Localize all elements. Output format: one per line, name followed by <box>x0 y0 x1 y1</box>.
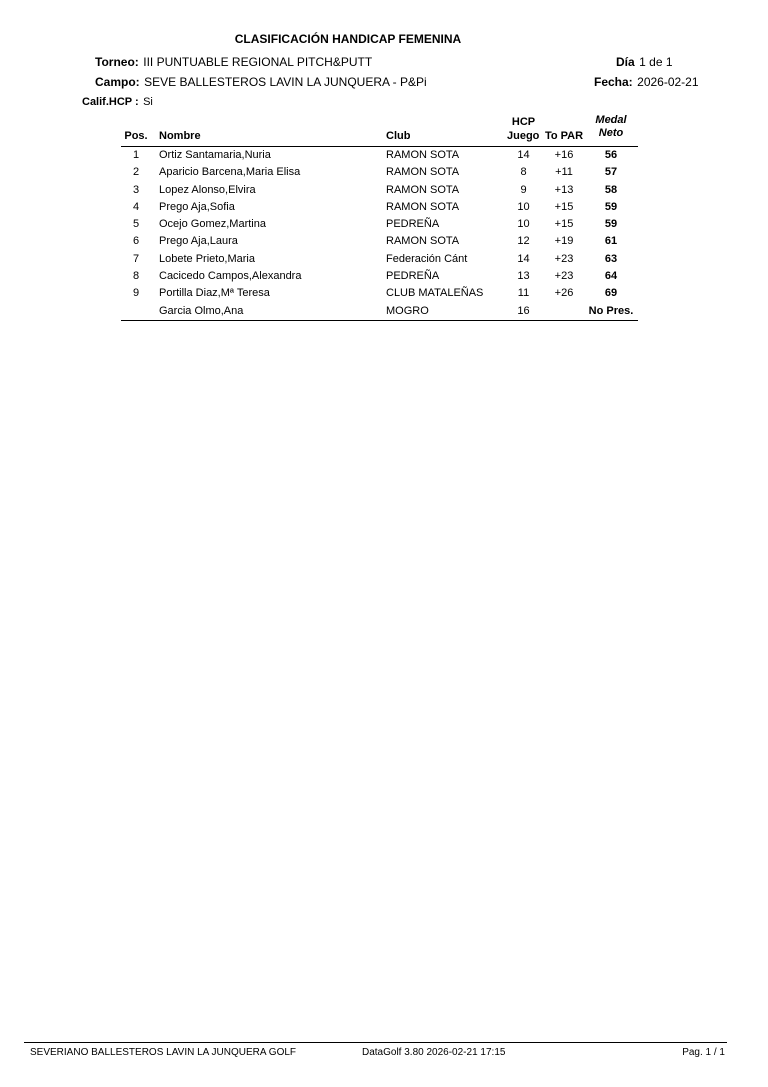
club-cell: RAMON SOTA <box>386 149 460 161</box>
dia-label: Día <box>616 55 635 69</box>
to-par-cell: +19 <box>554 235 574 248</box>
neto-cell: 59 <box>604 200 618 213</box>
hcp-cell: 12 <box>517 235 530 248</box>
neto-cell: 59 <box>604 218 618 231</box>
club-cell: RAMON SOTA <box>386 200 460 213</box>
to-par-cell: +15 <box>554 218 574 231</box>
table-row <box>121 268 638 285</box>
table-row <box>121 199 638 216</box>
dia-value: 1 de 1 <box>639 55 673 69</box>
club-cell: RAMON SOTA <box>386 235 460 248</box>
col-header-pos: Pos. <box>124 130 148 142</box>
club-cell: Federación Cánt <box>386 252 468 265</box>
footer-club-name: SEVERIANO BALLESTEROS LAVIN LA JUNQUERA GOLF <box>30 1047 297 1058</box>
neto-cell: 57 <box>604 166 618 179</box>
pos-cell: 6 <box>132 235 140 248</box>
torneo-value: III PUNTUABLE REGIONAL PITCH&PUTT <box>143 55 373 69</box>
to-par-cell: +11 <box>555 166 573 179</box>
neto-cell: No Pres. <box>588 304 634 317</box>
hcp-cell: 14 <box>517 252 530 265</box>
club-cell: PEDREÑA <box>386 218 440 231</box>
table-row <box>121 233 638 250</box>
table-row <box>121 147 638 164</box>
name-cell: Cacicedo Campos,Alexandra <box>159 270 302 283</box>
club-cell: RAMON SOTA <box>386 183 460 196</box>
name-cell: Aparicio Barcena,Maria Elisa <box>159 166 301 179</box>
neto-cell: 61 <box>604 235 618 248</box>
name-cell: Ocejo Gomez,Martina <box>159 218 266 231</box>
to-par-cell: +13 <box>554 183 574 196</box>
footer-divider <box>24 1042 727 1043</box>
name-cell: Portilla Diaz,Mª Teresa <box>159 287 270 300</box>
col-header-nombre: Nombre <box>159 130 201 142</box>
torneo-label: Torneo: <box>95 55 139 69</box>
hcp-cell: 9 <box>520 183 527 196</box>
to-par-cell: +23 <box>554 252 574 265</box>
pos-cell: 1 <box>132 149 140 161</box>
club-cell: CLUB MATALEÑAS <box>386 287 484 300</box>
pos-cell: 5 <box>132 218 140 231</box>
campo-label: Campo: <box>95 75 140 89</box>
campo-field <box>95 73 427 91</box>
name-cell: Lobete Prieto,Maria <box>159 252 255 265</box>
to-par-cell: +16 <box>554 149 574 161</box>
name-cell: Prego Aja,Laura <box>159 235 238 248</box>
neto-cell: 58 <box>604 183 618 196</box>
footer-software-timestamp: DataGolf 3.80 2026-02-21 17:15 <box>362 1047 506 1058</box>
to-par-cell: +26 <box>554 287 574 300</box>
table-row <box>121 182 638 199</box>
hcp-cell: 10 <box>517 200 530 213</box>
hcp-cell: 11 <box>517 287 530 300</box>
name-cell: Prego Aja,Sofia <box>159 200 235 213</box>
pos-cell: 4 <box>132 200 140 213</box>
results-table <box>121 147 638 321</box>
fecha-value: 2026-02-21 <box>637 75 699 89</box>
table-row <box>121 285 638 302</box>
hcp-cell: 16 <box>517 304 530 317</box>
name-cell: Ortiz Santamaria,Nuria <box>159 149 271 161</box>
col-header-medal: Medal <box>595 114 627 126</box>
dia-field <box>616 53 673 71</box>
hcp-cell: 10 <box>517 218 530 231</box>
name-cell: Lopez Alonso,Elvira <box>159 183 256 196</box>
hcp-cell: 14 <box>517 149 530 161</box>
footer-page-number: Pag. 1 / 1 <box>682 1047 725 1058</box>
hcp-cell: 8 <box>520 166 527 179</box>
table-row <box>121 251 638 268</box>
col-header-to-par: To PAR <box>544 130 584 142</box>
neto-cell: 64 <box>604 270 618 283</box>
campo-value: SEVE BALLESTEROS LAVIN LA JUNQUERA - P&Pi <box>144 75 427 89</box>
col-header-juego: Juego <box>507 130 540 142</box>
fecha-field <box>594 73 699 91</box>
pos-cell: 9 <box>132 287 140 300</box>
fecha-label: Fecha: <box>594 75 633 89</box>
to-par-cell: +15 <box>554 200 574 213</box>
hcp-cell: 13 <box>517 270 530 283</box>
col-header-neto: Neto <box>598 127 624 139</box>
name-cell: Garcia Olmo,Ana <box>159 304 244 317</box>
calif-hcp-value: Si <box>143 96 153 108</box>
table-row <box>121 216 638 233</box>
neto-cell: 69 <box>604 287 618 300</box>
club-cell: RAMON SOTA <box>386 166 460 179</box>
neto-cell: 63 <box>604 252 618 265</box>
table-row <box>121 164 638 181</box>
club-cell: MOGRO <box>386 304 429 317</box>
page-title: CLASIFICACIÓN HANDICAP FEMENINA <box>234 32 462 46</box>
col-header-club: Club <box>386 130 411 142</box>
pos-cell: 8 <box>132 270 140 283</box>
club-cell: PEDREÑA <box>386 270 440 283</box>
to-par-cell: +23 <box>554 270 574 283</box>
pos-cell: 2 <box>132 166 140 179</box>
col-header-hcp: HCP <box>511 116 536 128</box>
calif-hcp-label: Calif.HCP : <box>82 96 139 108</box>
torneo-field <box>95 53 372 71</box>
pos-cell: 7 <box>132 252 140 265</box>
neto-cell: 56 <box>604 149 618 161</box>
calif-hcp-field <box>82 92 153 110</box>
pos-cell: 3 <box>132 183 140 196</box>
table-row <box>121 303 638 321</box>
